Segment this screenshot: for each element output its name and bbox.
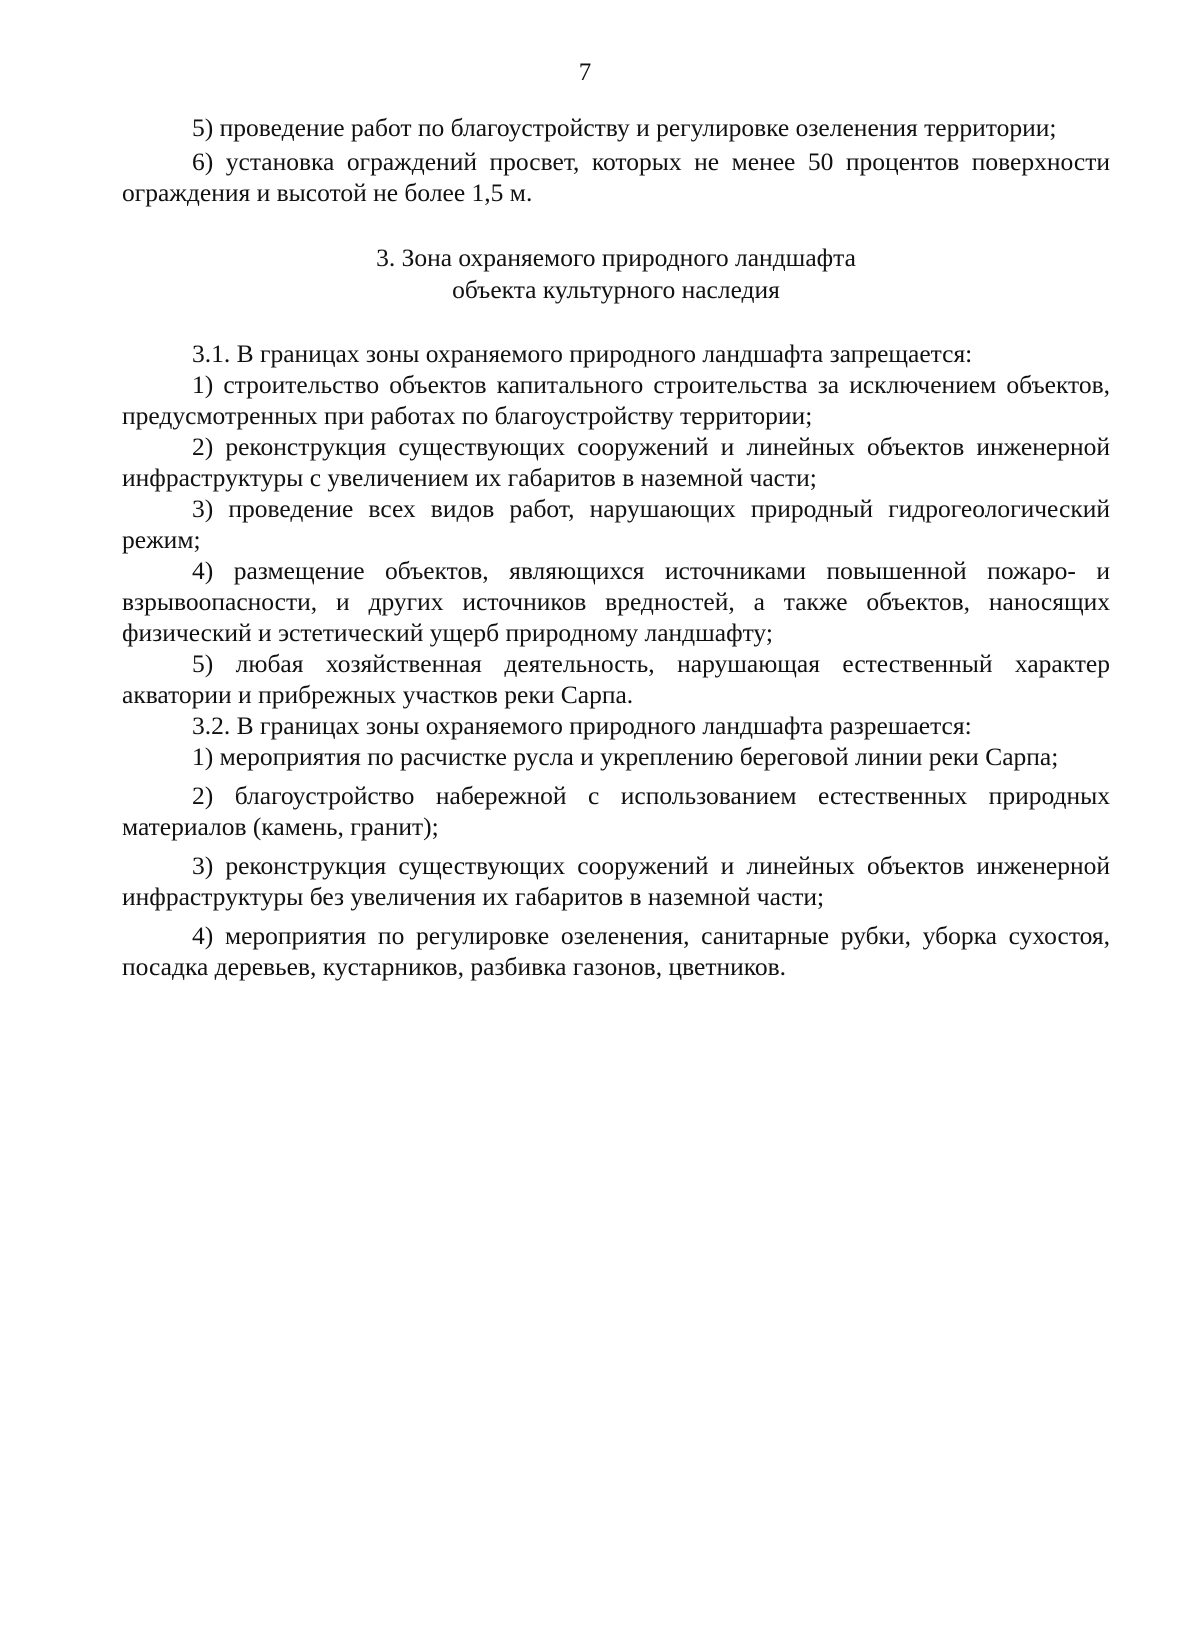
list-item: 3) проведение всех видов работ, нарушающих природный гидрогеологический режим;	[122, 494, 1110, 554]
list-item: 6) установка ограждений просвет, которых не менее 50 процентов поверхности ограждения и высотой не более 1,5 м.	[122, 147, 1110, 207]
section-heading-line: 3. Зона охраняемого природного ландшафта	[376, 243, 856, 272]
list-item: 1) мероприятия по расчистке русла и укреплению береговой линии реки Сарпа;	[192, 742, 1059, 771]
document-body	[122, 112, 1110, 982]
subsection-lead: 3.1. В границах зоны охраняемого природного ландшафта запрещается:	[192, 339, 973, 368]
list-item: 4) размещение объектов, являющихся источниками повышенной пожаро- и взрывоопасности, и других источников вредностей, а также объектов, наносящих физический и эстетический ущерб природному ландшафту;	[122, 556, 1110, 647]
list-item: 2) реконструкция существующих сооружений и линейных объектов инженерной инфраструктуры с увеличением их габаритов в наземной части;	[122, 432, 1110, 492]
section-heading-line: объекта культурного наследия	[452, 275, 780, 304]
list-item: 5) любая хозяйственная деятельность, нарушающая естественный характер акватории и прибрежных участков реки Сарпа.	[122, 649, 1110, 709]
list-item: 4) мероприятия по регулировке озеленения, санитарные рубки, уборка сухостоя, посадка деревьев, кустарников, разбивка газонов, цветников.	[122, 921, 1110, 981]
list-item: 5) проведение работ по благоустройству и регулировке озеленения территории;	[192, 113, 1057, 142]
subsection-lead: 3.2. В границах зоны охраняемого природного ландшафта разрешается:	[192, 711, 972, 740]
page-number: 7	[578, 59, 592, 86]
list-item: 1) строительство объектов капитального строительства за исключением объектов, предусмотренных при работах по благоустройству территории;	[122, 370, 1110, 430]
list-item: 3) реконструкция существующих сооружений и линейных объектов инженерной инфраструктуры без увеличения их габаритов в наземной части;	[122, 851, 1110, 911]
list-item: 2) благоустройство набережной с использованием естественных природных материалов (камень, гранит);	[122, 781, 1110, 841]
section-heading	[122, 242, 1110, 306]
